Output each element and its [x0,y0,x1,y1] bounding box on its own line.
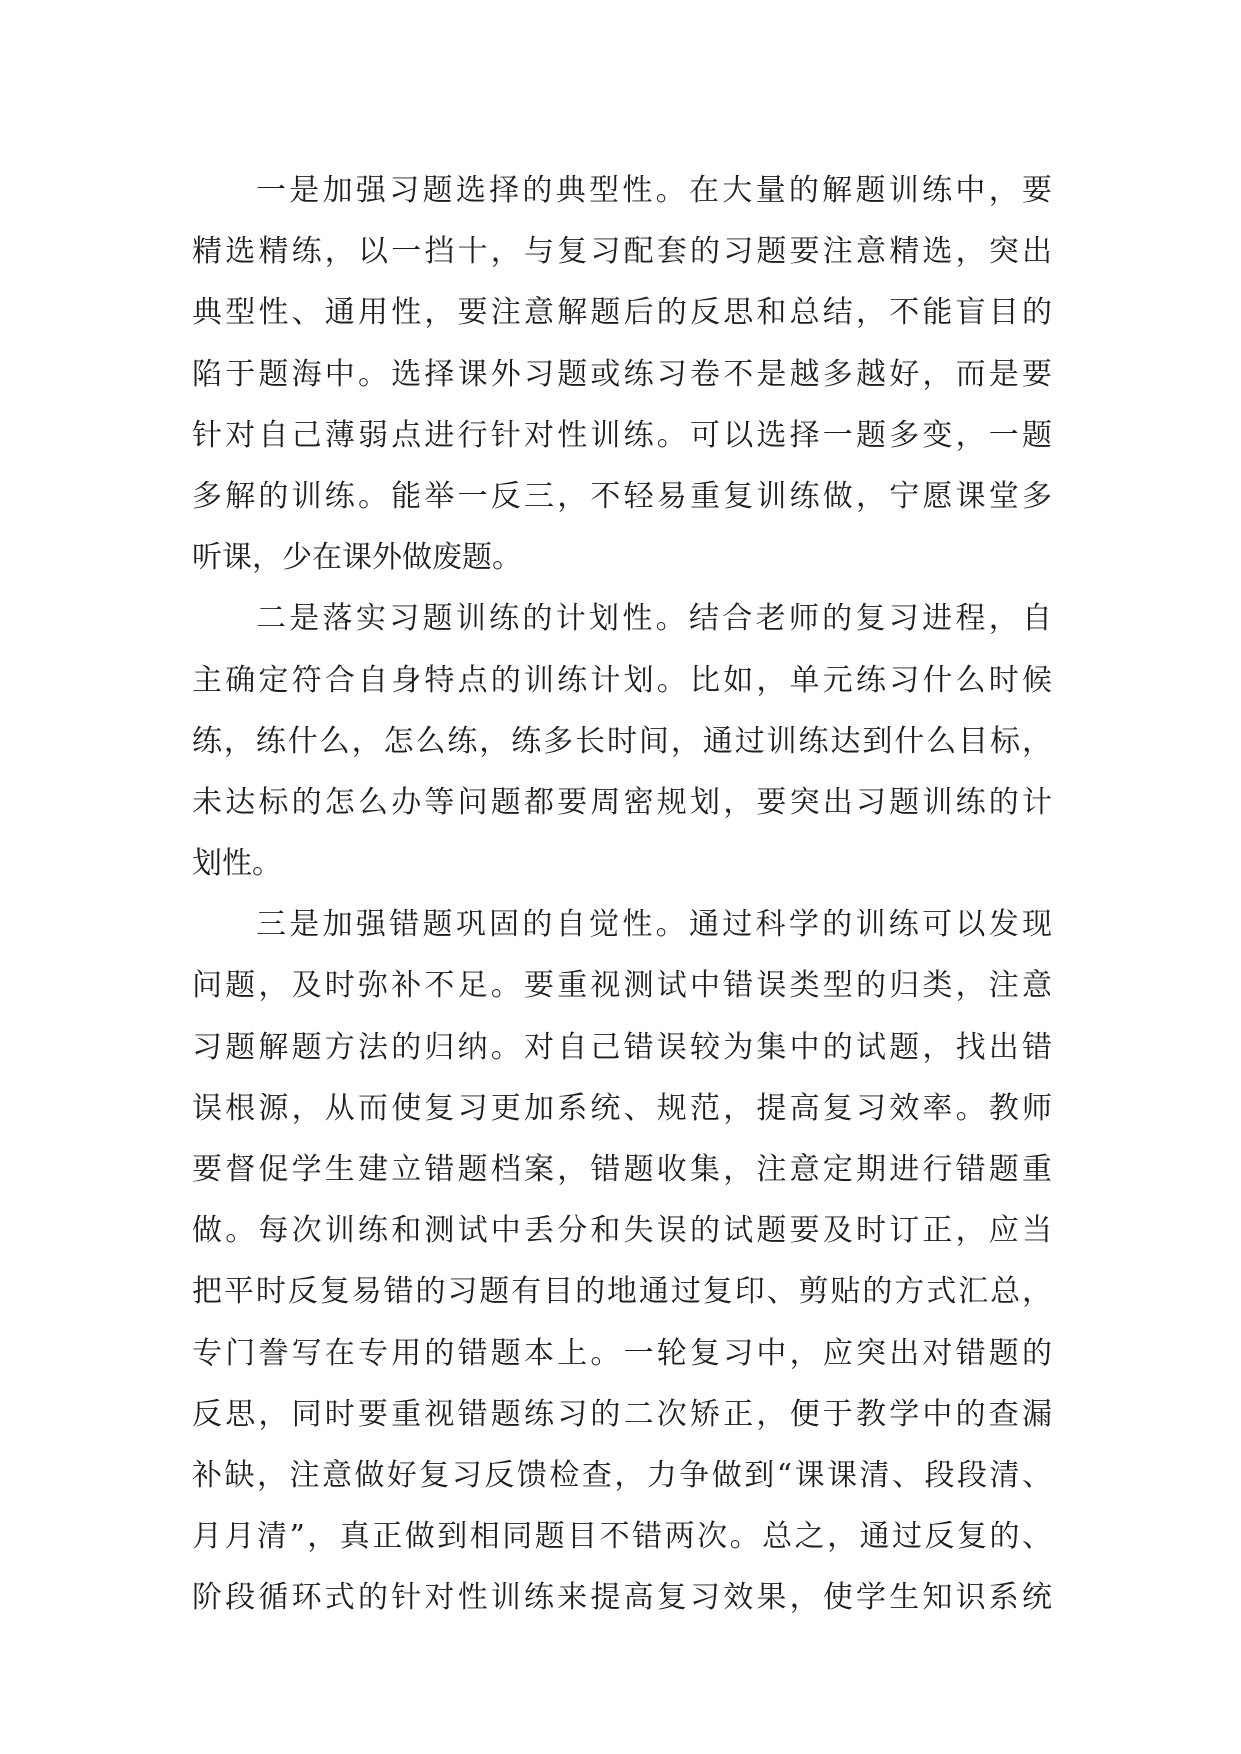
body-text [192,160,1052,1629]
text-line: 补缺，注意做好复习反馈检查，力争做到“课课清、段段清、 [192,1457,1052,1493]
text-line: 一是加强习题选择的典型性。在大量的解题训练中，要 [256,173,1052,208]
paragraph-2 [192,588,1052,894]
text-line: 三是加强错题巩固的自觉性。通过科学的训练可以发现 [256,907,1052,943]
text-line: 问题，及时弥补不足。要重视测试中错误类型的归类，注意 [192,968,1052,1004]
text-line: 要督促学生建立错题档案，错题收集，注意定期进行错题重 [192,1152,1052,1187]
text-line: 精选精练，以一挡十，与复习配套的习题要注意精选，突出 [192,234,1052,270]
text-line: 误根源，从而使复习更加系统、规范，提高复习效率。教师 [192,1090,1052,1126]
text-line: 阶段循环式的针对性训练来提高复习效果，使学生知识系统 [192,1580,1052,1616]
text-line: 典型性、通用性，要注意解题后的反思和总结，不能盲目的 [192,295,1052,331]
text-line: 反思，同时要重视错题练习的二次矫正，便于教学中的查漏 [192,1396,1052,1432]
text-line: 专门誊写在专用的错题本上。一轮复习中，应突出对错题的 [192,1335,1052,1371]
text-line: 习题解题方法的归纳。对自己错误较为集中的试题，找出错 [192,1029,1052,1065]
paragraph-3 [192,894,1052,1628]
text-line: 多解的训练。能举一反三，不轻易重复训练做，宁愿课堂多 [192,478,1052,514]
text-line: 主确定符合自身特点的训练计划。比如，单元练习什么时候 [192,662,1052,698]
text-line: 练，练什么，怎么练，练多长时间，通过训练达到什么目标， [192,723,1052,759]
text-line: 陷于题海中。选择课外习题或练习卷不是越多越好，而是要 [192,356,1052,392]
text-line: 月月清”，真正做到相同题目不错两次。总之，通过反复的、 [192,1519,1052,1555]
text-line: 针对自己薄弱点进行针对性训练。可以选择一题多变，一题 [192,417,1052,453]
text-line: 划性。 [192,846,282,882]
text-line: 做。每次训练和测试中丢分和失误的试题要及时订正，应当 [192,1213,1052,1249]
text-line: 听课，少在课外做废题。 [192,540,522,576]
paragraph-1 [192,160,1052,588]
text-line: 二是落实习题训练的计划性。结合老师的复习进程，自 [256,601,1052,637]
text-line: 把平时反复易错的习题有目的地通过复印、剪贴的方式汇总， [192,1274,1052,1310]
text-line: 未达标的怎么办等问题都要周密规划，要突出习题训练的计 [192,784,1052,820]
